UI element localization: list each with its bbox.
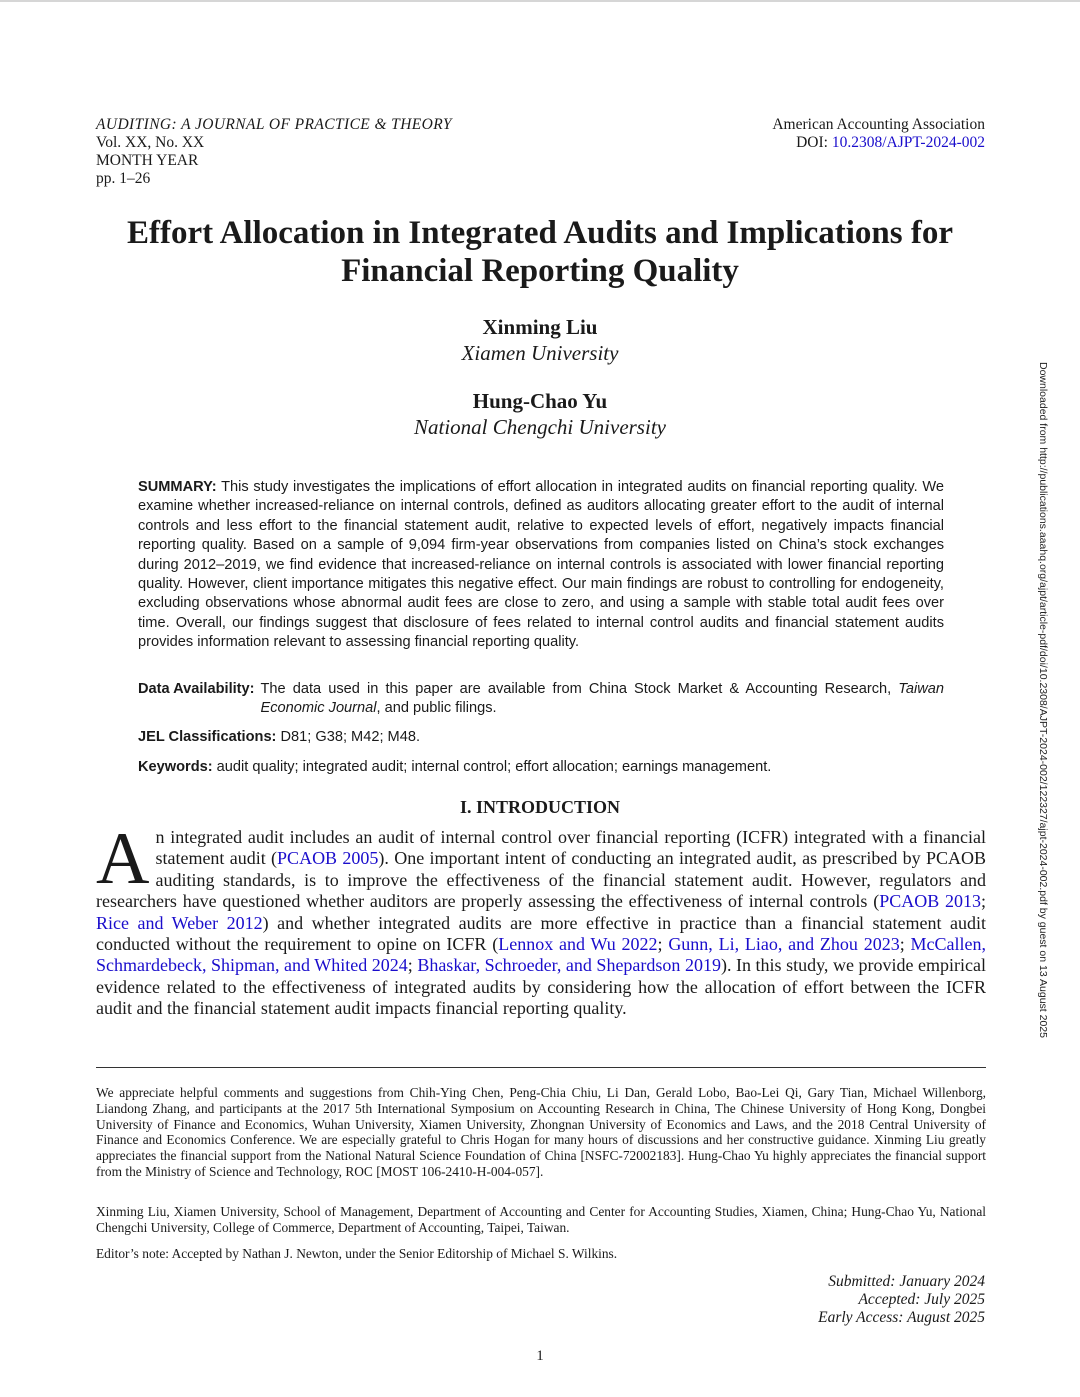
- publication-dates: [818, 1273, 985, 1327]
- editor-note: Editor’s note: Accepted by Nathan J. Newton, under the Senior Editorship of Michael S. Wilkins.: [96, 1246, 618, 1261]
- data-availability-label: Data Availability:: [138, 681, 255, 697]
- citation-link[interactable]: Gunn, Li, Liao, and Zhou 2023: [668, 934, 900, 955]
- summary-text: This study investigates the implications of effort allocation in integrated audits on financial reporting quality. We examine whether increased-reliance on internal controls, defined as auditors allocating greater effort to the audit of internal controls and less effort to the financial statement audit, relative to expected levels of effort, negatively impacts financial reporting quality. Based on a sample of 9,094 firm-year observations from companies listed on China’s stock exchanges during 2012–2019, we find evidence that increased-reliance on internal controls is associated with lower financial reporting quality. However, client importance mitigates this negative effect. Our main findings are robust to controlling for endogeneity, excluding observations whose abnormal audit fees are close to zero, and using a sample with stable total audit fees over time. Overall, our findings suggest that disclosure of fees related to internal control audits and financial statement audits provides information relevant to assessing financial reporting quality.: [138, 479, 944, 651]
- author-name: Xinming Liu: [482, 315, 598, 339]
- top-border: [0, 0, 1080, 2]
- download-watermark: [1036, 362, 1050, 1048]
- jel-text: D81; G38; M42; M48.: [280, 729, 421, 745]
- doi-link[interactable]: 10.2308/AJPT-2024-002: [831, 134, 985, 151]
- data-availability-text: The data used in this paper are available from China Stock Market & Accounting Research, Taiwan Economic Journal, and public filings.: [260, 681, 944, 717]
- keywords-label: Keywords:: [138, 759, 213, 775]
- drop-cap: A: [96, 818, 150, 900]
- affiliations-footnote: Xinming Liu, Xiamen University, School of Management, Department of Accounting and Center for Accounting Studies, Xiamen, China; Hung-Chao Yu, National Chengchi University, College of Commerce, Department of Accounting, Taipei, Taiwan.: [96, 1204, 986, 1235]
- page-number: 1: [536, 1348, 544, 1364]
- author-affiliation: Xiamen University: [461, 341, 619, 365]
- submitted-date: Submitted: January 2024: [828, 1273, 985, 1290]
- doi-line: [772, 134, 985, 152]
- download-notice: Downloaded from http://publications.aaahq.org/ajpt/article-pdf/doi/10.2308/AJPT-2024-002/122327/ajpt-2024-002.pdf by guest on 13 August 2025: [1037, 362, 1049, 1038]
- journal-name: AUDITING: A JOURNAL OF PRACTICE & THEORY: [96, 116, 452, 133]
- accepted-date: Accepted: July 2025: [858, 1291, 985, 1308]
- volume-issue: Vol. XX, No. XX: [96, 134, 205, 151]
- publisher-name: American Accounting Association: [772, 116, 985, 133]
- introduction-paragraph: An integrated audit includes an audit of internal control over financial reporting (ICFR) integrated with a financial statement audit (PCAOB 2005). One important intent of conducting an integrated audit, as prescribed by PCAOB auditing standards, is to improve the effectiveness of the financial statement audit. However, regulators and researchers have questioned whether auditors are properly assessing the effectiveness of internal controls (PCAOB 2013; Rice and Weber 2012) and whether integrated audits are more effective in practice than a financial statement audit conducted without the requirement to opine on ICFR (Lennox and Wu 2022; Gunn, Li, Liao, and Zhou 2023; McCallen, Schmardebeck, Shipman, and Whited 2024; Bhaskar, Schroeder, and Shepardson 2019). In this study, we provide empirical evidence related to the effectiveness of integrated audits by considering how the allocation of effort between the ICFR audit and the financial statement audit impacts financial reporting quality.: [96, 818, 986, 1019]
- keywords: [138, 758, 771, 777]
- citation-link[interactable]: McCallen, Schmardebeck, Shipman, and Whited 2024: [96, 934, 986, 976]
- doi-label: DOI:: [796, 134, 828, 151]
- citation-link[interactable]: Lennox and Wu 2022: [498, 934, 658, 955]
- summary-label: SUMMARY:: [138, 479, 217, 495]
- citation-link[interactable]: PCAOB 2013: [879, 891, 981, 912]
- acknowledgment-footnote: We appreciate helpful comments and suggestions from Chih-Ying Chen, Peng-Chia Chiu, Li Dan, Gerald Lobo, Bao-Lei Qi, Gary Tian, Michael Willenborg, Liandong Zhang, and participants at the 2017 5th International Symposium on Accounting Research in China, The Chinese University of Hong Kong, Dongbei University of Finance and Economics, Wuhan University, Xiamen University, Zhongnan University of Economics and Laws, and the 2018 Central University of Finance and Economics Conference. We are especially grateful to Chris Hogan for many hours of discussions and her constructive guidance. Xinming Liu greatly appreciates the financial support from the National Natural Science Foundation of China [NSFC-72002183]. Hung-Chao Yu highly appreciates the financial support from the Ministry of Science and Technology, ROC [MOST 106-2410-H-004-057].: [96, 1085, 986, 1179]
- citation-link[interactable]: Rice and Weber 2012: [96, 912, 263, 933]
- abstract-summary: [138, 478, 944, 653]
- publisher-header: [772, 116, 985, 152]
- author-affiliation: National Chengchi University: [414, 415, 666, 439]
- jel-classifications: [138, 728, 420, 747]
- footnote-divider: [96, 1067, 986, 1068]
- citation-link[interactable]: PCAOB 2005: [277, 848, 379, 869]
- citation-link[interactable]: Bhaskar, Schroeder, and Shepardson 2019: [417, 955, 721, 976]
- page-range: pp. 1–26: [96, 170, 151, 187]
- data-availability: [138, 680, 944, 719]
- author-block-1: [0, 314, 1080, 366]
- keywords-text: audit quality; integrated audit; internal control; effort allocation; earnings management.: [216, 759, 772, 775]
- journal-header: [96, 116, 452, 188]
- early-access-date: Early Access: August 2025: [818, 1309, 985, 1326]
- section-heading: I. INTRODUCTION: [459, 797, 621, 817]
- title-line-2: Financial Reporting Quality: [341, 253, 739, 289]
- month-year: MONTH YEAR: [96, 152, 199, 169]
- jel-label: JEL Classifications:: [138, 729, 277, 745]
- title-line-1: Effort Allocation in Integrated Audits and Implications for: [127, 215, 953, 251]
- paper-title: [60, 214, 1020, 290]
- author-block-2: [0, 388, 1080, 440]
- author-name: Hung-Chao Yu: [472, 389, 608, 413]
